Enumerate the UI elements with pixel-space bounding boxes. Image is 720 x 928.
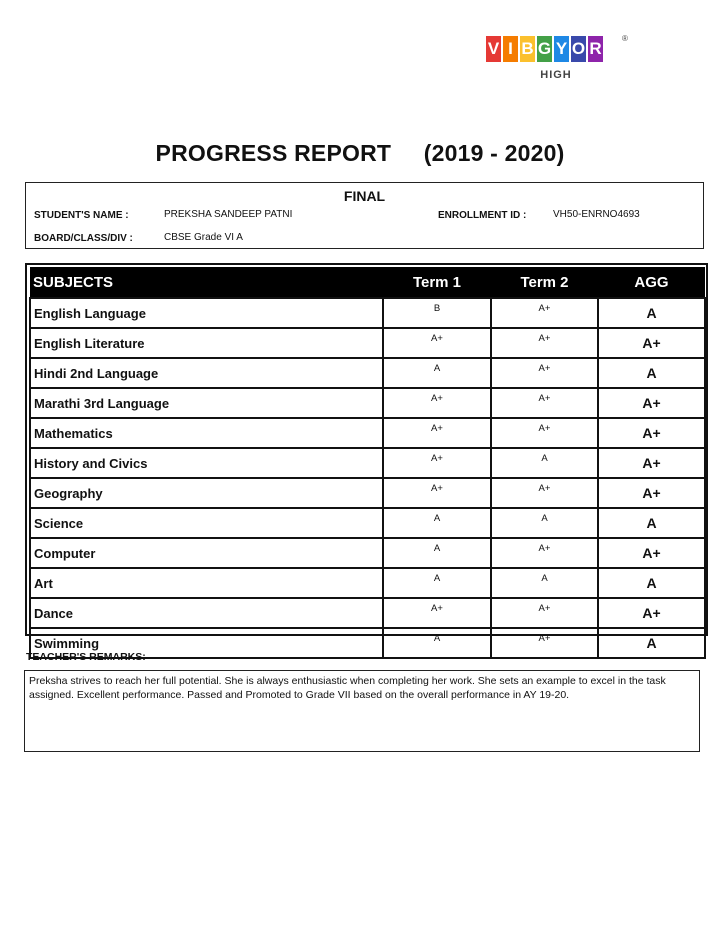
table-row — [30, 448, 705, 478]
term1-cell: A+ — [383, 418, 491, 448]
subject-cell: History and Civics — [30, 448, 383, 478]
table-row — [30, 358, 705, 388]
subject-cell: Geography — [30, 478, 383, 508]
table-row — [30, 418, 705, 448]
agg-cell: A+ — [598, 478, 705, 508]
student-name-value: PREKSHA SANDEEP PATNI — [164, 209, 293, 220]
remarks-box — [24, 670, 700, 752]
term2-cell: A+ — [491, 478, 598, 508]
subject-cell: Hindi 2nd Language — [30, 358, 383, 388]
board-class-label: BOARD/CLASS/DIV : — [34, 233, 133, 244]
report-title-text: PROGRESS REPORT — [155, 140, 392, 166]
logo-letters — [486, 36, 626, 62]
agg-cell: A — [598, 298, 705, 328]
grades-table-frame — [25, 263, 708, 651]
term1-cell: A+ — [383, 478, 491, 508]
subject-cell: English Literature — [30, 328, 383, 358]
term1-cell: A+ — [383, 448, 491, 478]
term2-cell: A+ — [491, 418, 598, 448]
agg-cell: A+ — [598, 388, 705, 418]
report-title — [0, 140, 720, 167]
logo-letter: B — [520, 36, 535, 62]
agg-cell: A — [598, 568, 705, 598]
subject-cell: Science — [30, 508, 383, 538]
subject-cell: Marathi 3rd Language — [30, 388, 383, 418]
term1-cell: A — [383, 358, 491, 388]
term1-cell: A — [383, 508, 491, 538]
remarks-heading: TEACHER'S REMARKS: — [26, 651, 146, 663]
term2-cell: A+ — [491, 358, 598, 388]
logo-letter: I — [503, 36, 518, 62]
term1-cell: A — [383, 538, 491, 568]
term2-cell: A+ — [491, 628, 598, 658]
school-logo — [486, 36, 626, 92]
logo-letter: Y — [554, 36, 569, 62]
header-agg: AGG — [598, 267, 705, 298]
grades-table — [29, 267, 706, 659]
table-row — [30, 298, 705, 328]
table-row — [30, 568, 705, 598]
table-row — [30, 598, 705, 628]
header-term2: Term 2 — [491, 267, 598, 298]
table-row — [30, 388, 705, 418]
term2-cell: A — [491, 508, 598, 538]
logo-subtitle: HIGH — [540, 69, 572, 81]
term2-cell: A+ — [491, 388, 598, 418]
agg-cell: A+ — [598, 418, 705, 448]
logo-letter: R — [588, 36, 603, 62]
student-info-box — [25, 182, 704, 249]
term2-cell: A — [491, 448, 598, 478]
remarks-text: Preksha strives to reach her full potential. She is always enthusiastic when completing her work. She sets an example to excel in the task assigned. Excellent performance. Passed and Promoted to Grade VII based on the overall performance in AY 19-20. — [29, 675, 666, 701]
subject-cell: Mathematics — [30, 418, 383, 448]
header-subjects: SUBJECTS — [30, 267, 383, 298]
term2-cell: A — [491, 568, 598, 598]
term2-cell: A+ — [491, 598, 598, 628]
grades-table-body — [30, 298, 705, 658]
agg-cell: A+ — [598, 538, 705, 568]
logo-letter: O — [571, 36, 586, 62]
term1-cell: B — [383, 298, 491, 328]
agg-cell: A — [598, 628, 705, 658]
logo-letter: G — [537, 36, 552, 62]
table-row — [30, 508, 705, 538]
term1-cell: A+ — [383, 328, 491, 358]
term1-cell: A+ — [383, 388, 491, 418]
table-row — [30, 478, 705, 508]
enrollment-id-value: VH50-ENRNO4693 — [553, 209, 640, 220]
subject-cell: Swimming — [30, 628, 383, 658]
registered-mark: ® — [622, 34, 628, 43]
table-row — [30, 328, 705, 358]
agg-cell: A+ — [598, 448, 705, 478]
term1-cell: A — [383, 628, 491, 658]
subject-cell: Computer — [30, 538, 383, 568]
student-name-label: STUDENT'S NAME : — [34, 210, 129, 221]
enrollment-id-label: ENROLLMENT ID : — [438, 210, 527, 221]
subject-cell: Dance — [30, 598, 383, 628]
term1-cell: A — [383, 568, 491, 598]
term2-cell: A+ — [491, 538, 598, 568]
table-header-row — [30, 267, 705, 298]
report-year: (2019 - 2020) — [423, 140, 565, 166]
agg-cell: A — [598, 508, 705, 538]
header-term1: Term 1 — [383, 267, 491, 298]
table-row — [30, 538, 705, 568]
board-class-value: CBSE Grade VI A — [164, 232, 243, 243]
agg-cell: A+ — [598, 328, 705, 358]
logo-letter: V — [486, 36, 501, 62]
final-label: FINAL — [343, 188, 386, 204]
subject-cell: English Language — [30, 298, 383, 328]
agg-cell: A — [598, 358, 705, 388]
term2-cell: A+ — [491, 328, 598, 358]
agg-cell: A+ — [598, 598, 705, 628]
term2-cell: A+ — [491, 298, 598, 328]
term1-cell: A+ — [383, 598, 491, 628]
subject-cell: Art — [30, 568, 383, 598]
